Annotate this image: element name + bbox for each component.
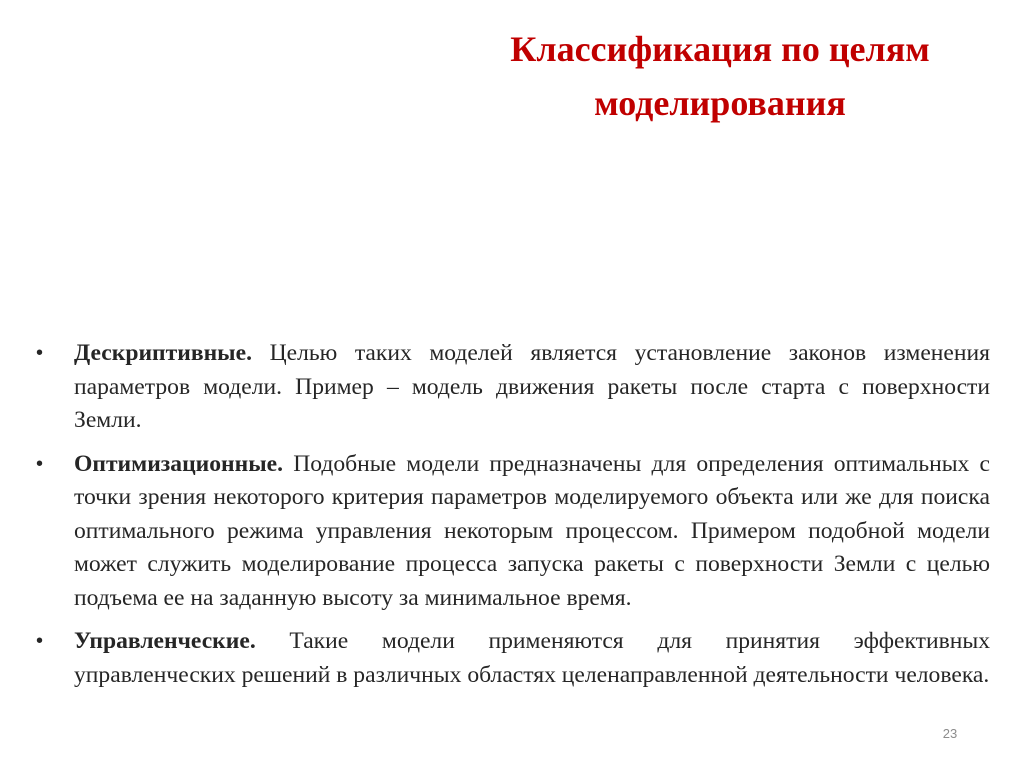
bullet-term: Управленческие. bbox=[74, 628, 290, 654]
bullet-item-management bbox=[32, 625, 990, 692]
slide-title-line-1: Классификация по целям bbox=[510, 29, 930, 69]
bullet-item-optimization bbox=[32, 448, 990, 616]
bullet-list bbox=[32, 337, 990, 702]
bullet-icon: • bbox=[36, 452, 44, 475]
bullet-term: Дескриптивные. bbox=[74, 340, 270, 366]
slide-title-line-2: моделирования bbox=[594, 83, 846, 123]
bullet-icon: • bbox=[36, 342, 44, 364]
slide-title bbox=[440, 22, 1000, 130]
bullet-text: Подобные модели предназначены для определения оптимальных с точки зрения некоторого критерия параметров моделируемого объекта или же для поиска оптимального режима управления некоторым процессом. Примером подобной модели может служить моделирование процесса запуска ракеты с поверхности Земли с целью подъема ее на заданную высоту за минимальное время. bbox=[74, 450, 990, 611]
bullet-term: Оптимизационные. bbox=[74, 450, 294, 477]
page-number: 23 bbox=[942, 726, 958, 741]
bullet-text: Такие модели применяются для принятия эффективных управленческих решений в различных областях целенаправленной деятельности человека. bbox=[74, 628, 990, 688]
bullet-item-descriptive bbox=[32, 337, 990, 438]
bullet-icon: • bbox=[36, 630, 44, 652]
bullet-text: Целью таких моделей является установление законов изменения параметров модели. Пример – модель движения ракеты после старта с поверхности Земли. bbox=[74, 340, 990, 433]
